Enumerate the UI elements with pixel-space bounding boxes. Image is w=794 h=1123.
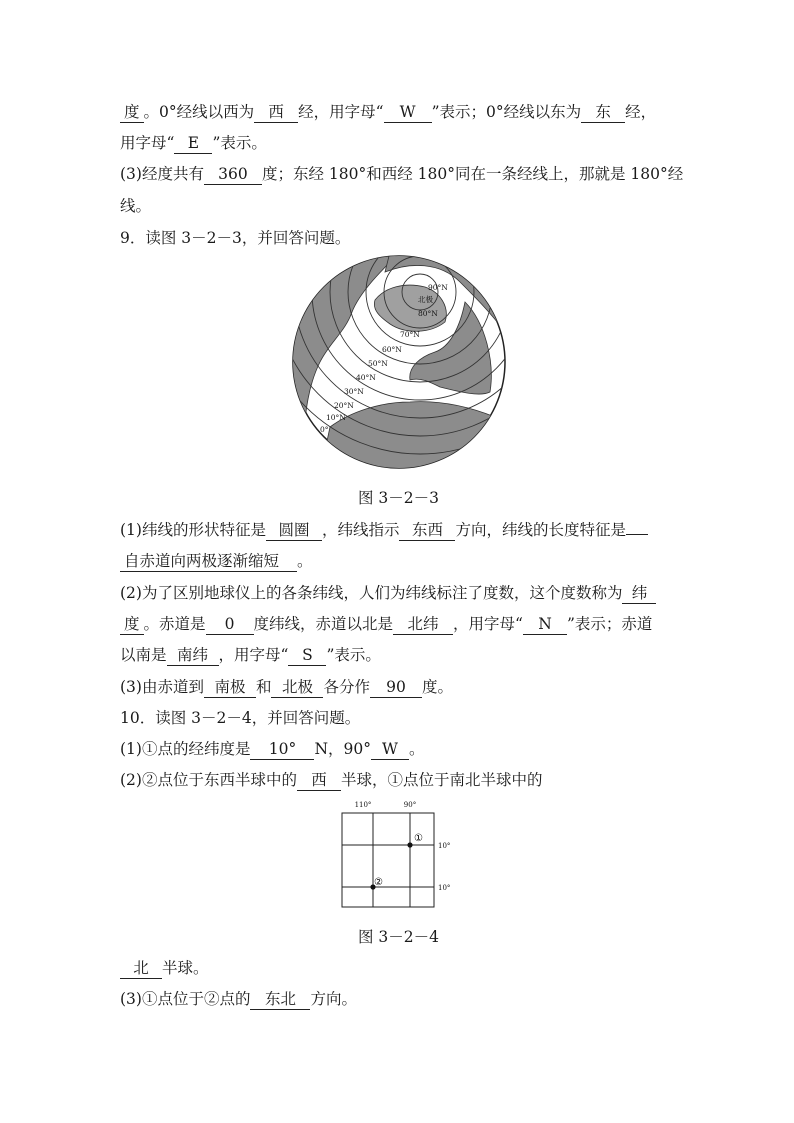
label-50n: 50°N	[368, 359, 388, 368]
grid-figure	[330, 798, 466, 912]
period: 。	[297, 552, 313, 570]
text: 经，用字母“	[298, 103, 384, 121]
label-north-pole: 北极	[418, 295, 433, 304]
text: (3)①点位于②点的	[120, 990, 251, 1008]
q9-line-3	[120, 583, 656, 604]
text: 半球。	[162, 959, 209, 977]
text: 。0°经线以西为	[143, 103, 255, 121]
point-1-label: ①	[414, 833, 423, 844]
text: 经，	[625, 103, 657, 121]
text: 方向。	[310, 990, 357, 1008]
answer-blank: 360	[204, 164, 262, 185]
grid-right-labels	[438, 842, 450, 892]
label-equator: 0°	[320, 425, 329, 434]
q9-title: 9．读图 3－2－3，并回答问题。	[120, 229, 351, 247]
answer-blank: 西	[297, 770, 341, 791]
text: ”表示；0°经线以东为	[431, 103, 582, 121]
label-40n: 40°N	[356, 373, 376, 382]
globe-figure	[290, 252, 510, 474]
q9-line-1	[120, 520, 648, 541]
answer-blank: 东西	[399, 520, 455, 541]
label-10-bottom: 10°	[438, 884, 451, 892]
text: 用字母“	[120, 134, 175, 152]
text: ”表示。	[212, 134, 267, 152]
q8-line-3	[120, 164, 683, 185]
text: (3)经度共有	[120, 165, 204, 183]
label-90n: 90°N	[428, 283, 448, 292]
text: (2)为了区别地球仪上的各条纬线，人们为纬线标注了度数，这个度数称为	[120, 584, 623, 602]
answer-blank: 东北	[250, 989, 310, 1010]
answer-blank: W	[384, 102, 432, 123]
answer-blank: W	[371, 739, 409, 760]
label-60n: 60°N	[382, 345, 402, 354]
figure-caption-3-2-3: 图 3－2－3	[358, 489, 440, 507]
answer-blank: 圆圈	[266, 520, 322, 541]
q10-line-2	[120, 770, 542, 791]
text: 以南是	[120, 646, 167, 664]
text: 半球，①点位于南北半球中的	[340, 771, 543, 789]
answer-blank: S	[288, 645, 326, 666]
q10-title: 10．读图 3－2－4，并回答问题。	[120, 709, 361, 727]
q10-line-4	[120, 989, 357, 1010]
answer-blank: 北纬	[393, 614, 453, 635]
answer-blank: 南纬	[167, 645, 219, 666]
text: ”表示；赤道	[566, 615, 653, 633]
answer-blank: 东	[581, 102, 625, 123]
text: N，90°	[314, 740, 372, 758]
text: (3)由赤道到	[120, 678, 204, 696]
label-90: 90°	[403, 801, 417, 809]
answer-blank: E	[174, 133, 212, 154]
answer-blank: 北	[120, 958, 162, 979]
q9-line-6	[120, 677, 453, 698]
answer-blank: 度	[120, 102, 144, 123]
label-70n: 70°N	[400, 330, 420, 339]
text: 和	[255, 678, 272, 696]
text: 度；东经 180°和西经 180°同在一条经线上，那就是 180°经	[261, 165, 684, 183]
text: ”表示。	[326, 646, 381, 664]
label-30n: 30°N	[344, 387, 364, 396]
text: ，纬线指示	[321, 521, 400, 539]
point-2-label: ②	[374, 877, 383, 888]
answer-blank: 西	[254, 102, 298, 123]
point-1	[407, 842, 412, 847]
label-10n: 10°N	[326, 413, 346, 422]
text: ，用字母“	[218, 646, 289, 664]
q10-line-3	[120, 958, 209, 979]
q10-line-1	[120, 739, 425, 760]
grid-frame	[342, 813, 434, 907]
text: 。赤道是	[143, 615, 206, 633]
text: (2)②点位于东西半球中的	[120, 771, 297, 789]
answer-blank: 北极	[271, 677, 323, 698]
answer-blank: 南极	[204, 677, 256, 698]
text: 度。	[422, 678, 454, 696]
answer-blank: N	[523, 614, 567, 635]
answer-blank: 0	[206, 614, 254, 635]
q8-line-4: 线。	[120, 197, 152, 215]
label-110: 110°	[354, 801, 372, 809]
q8-line-2	[120, 133, 267, 154]
answer-blank	[626, 534, 648, 535]
label-10-top: 10°	[438, 842, 451, 850]
text: 度纬线，赤道以北是	[253, 615, 394, 633]
figure-caption-3-2-4: 图 3－2－4	[358, 928, 440, 946]
text: 各分作	[323, 678, 370, 696]
answer-blank: 90	[370, 677, 422, 698]
grid-top-labels	[355, 801, 417, 809]
label-20n: 20°N	[334, 401, 354, 410]
q9-line-5	[120, 645, 381, 666]
label-80n: 80°N	[418, 309, 438, 318]
text: ，用字母“	[453, 615, 523, 633]
answer-blank: 纬	[622, 583, 656, 604]
answer-blank: 自赤道向两极逐渐缩短	[120, 551, 297, 572]
answer-blank: 度	[120, 614, 144, 635]
grid-lines	[342, 813, 434, 907]
q9-line-2	[120, 551, 313, 572]
text: 。	[409, 740, 425, 758]
q9-line-4	[120, 614, 652, 635]
text: (1)纬线的形状特征是	[120, 521, 266, 539]
text: 方向，纬线的长度特征是	[455, 521, 626, 539]
text: (1)①点的经纬度是	[120, 740, 251, 758]
answer-blank: 10°	[250, 739, 314, 760]
q8-line-1	[120, 102, 656, 123]
